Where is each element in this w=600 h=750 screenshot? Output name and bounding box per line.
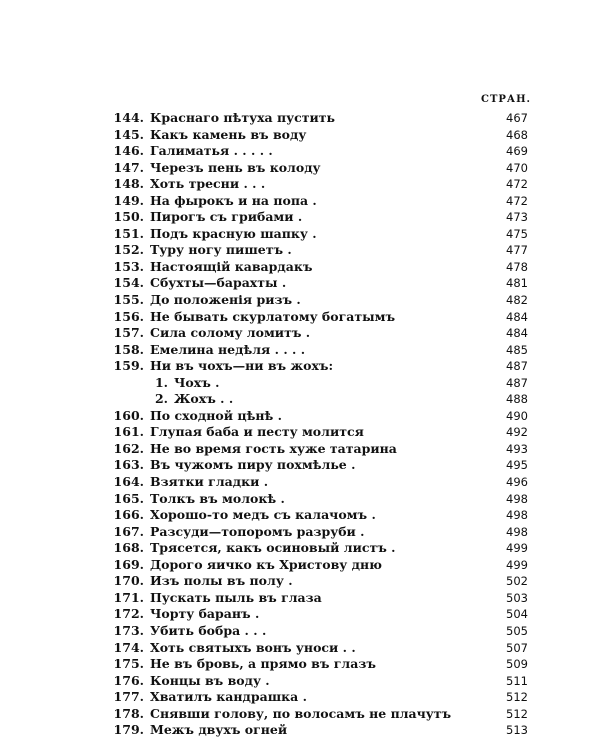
entry-title: Чорту баранъ .	[150, 606, 260, 622]
entry-title: Изъ полы въ полу .	[150, 573, 293, 589]
entry-title: На фырокъ и на попа .	[150, 192, 317, 208]
entry-page-number: 481	[506, 276, 528, 291]
entry-title: Убить бобра . . .	[150, 622, 267, 638]
toc-entry	[106, 226, 528, 243]
entry-number: 177.	[113, 689, 144, 705]
entry-page-number: 512	[506, 706, 528, 721]
entry-page-number: 503	[506, 590, 528, 605]
entry-title: Хорошо-то медъ съ калачомъ .	[150, 507, 376, 523]
entry-title: Концы въ воду .	[150, 672, 270, 688]
toc-entry	[106, 143, 528, 160]
entry-title: Настоящій кавардакъ	[150, 258, 313, 274]
toc-subentry	[106, 375, 528, 392]
entry-number: 2.	[154, 391, 168, 407]
entry-title: Черезъ пень въ колоду	[150, 159, 321, 175]
entry-number: 158.	[113, 341, 144, 357]
entry-number: 147.	[113, 159, 144, 175]
entry-number: 151.	[113, 225, 144, 241]
entry-number: 149.	[113, 192, 144, 208]
entry-page-number: 478	[506, 259, 528, 274]
entry-page-number: 504	[506, 607, 528, 622]
toc-entry	[106, 309, 528, 326]
entry-page-number: 468	[506, 127, 528, 142]
entry-page-number: 487	[506, 375, 528, 390]
entry-title: Глупая баба и песту молится	[150, 424, 364, 440]
entry-page-number: 511	[506, 673, 528, 688]
toc-entry	[106, 640, 528, 657]
entry-page-number: 467	[506, 111, 528, 125]
entry-number: 150.	[113, 209, 144, 225]
toc-entry	[106, 160, 528, 177]
entry-page-number: 484	[506, 326, 528, 341]
entry-number: 174.	[113, 639, 144, 655]
toc-entry	[106, 557, 528, 574]
toc-entry	[106, 590, 528, 607]
entry-title: Не бывать скурлатому богатымъ	[150, 308, 396, 324]
toc-subentry	[106, 391, 528, 408]
entry-title: Какъ камень въ воду	[150, 126, 307, 142]
entry-number: 148.	[113, 176, 144, 192]
toc-entry	[106, 656, 528, 673]
entry-page-number: 496	[506, 475, 528, 490]
entry-title: Чохъ .	[174, 374, 220, 390]
entry-title: Хватилъ кандрашка .	[150, 689, 307, 705]
entry-title: Емелина недѣля . . . .	[150, 341, 306, 357]
entry-title: Толкъ въ молокѣ .	[150, 490, 285, 506]
entry-number: 166.	[113, 507, 144, 523]
entry-title: Ни въ чохъ—ни въ жохъ:	[150, 358, 334, 374]
toc-entry	[106, 457, 528, 474]
toc-entry	[106, 689, 528, 706]
toc-entry	[106, 573, 528, 590]
toc-entry	[106, 722, 528, 739]
entry-page-number: 505	[506, 623, 528, 638]
entry-page-number: 477	[506, 243, 528, 258]
entry-number: 161.	[113, 424, 144, 440]
entry-title: До положенія ризъ .	[150, 292, 301, 308]
entry-number: 156.	[113, 308, 144, 324]
entry-page-number: 493	[506, 441, 528, 456]
entry-title: По сходной цѣнѣ .	[150, 407, 283, 423]
toc-entry	[106, 540, 528, 557]
entry-number: 179.	[113, 722, 144, 738]
entry-number: 160.	[113, 407, 144, 423]
entry-number: 162.	[113, 440, 144, 456]
entry-number: 1.	[154, 374, 168, 390]
entry-number: 155.	[113, 292, 144, 308]
toc-entry	[106, 110, 528, 127]
entry-page-number: 473	[506, 210, 528, 225]
toc-entry	[106, 408, 528, 425]
entry-number: 163.	[113, 457, 144, 473]
toc-entry	[106, 507, 528, 524]
entry-number: 168.	[113, 540, 144, 556]
pages-column-header: СТРАН.	[481, 94, 531, 105]
entry-title: Хоть тресни . . .	[150, 176, 266, 192]
entry-page-number: 492	[506, 425, 528, 440]
entry-title: Разсуди—топоромъ разруби .	[150, 523, 365, 539]
entry-page-number: 488	[506, 392, 528, 407]
entry-page-number: 495	[506, 458, 528, 473]
toc-entry	[106, 259, 528, 276]
toc-entry	[106, 127, 528, 144]
entry-title: Трясется, какъ осиновый листъ .	[150, 540, 396, 556]
entry-page-number: 498	[506, 491, 528, 506]
entry-number: 172.	[113, 606, 144, 622]
entry-title: Взятки гладки .	[150, 474, 269, 490]
entry-page-number: 513	[506, 723, 528, 738]
toc-entry	[106, 325, 528, 342]
entry-title: Сбухты—барахты .	[150, 275, 287, 291]
entry-title: Дорого яичко къ Христову дню	[150, 556, 382, 572]
entry-number: 153.	[113, 258, 144, 274]
entry-title: Галиматья . . . . .	[150, 143, 273, 159]
entry-title: Въ чужомъ пиру похмѣлье .	[150, 457, 356, 473]
entry-title: Не во время гость хуже татарина	[150, 440, 397, 456]
entry-title: Жохъ . .	[174, 391, 234, 407]
entry-title: Пускать пыль въ глаза	[150, 589, 322, 605]
entry-page-number: 509	[506, 657, 528, 672]
entry-page-number: 475	[506, 226, 528, 241]
entry-number: 170.	[113, 573, 144, 589]
entry-page-number: 499	[506, 557, 528, 572]
entry-number: 165.	[113, 490, 144, 506]
entry-page-number: 502	[506, 574, 528, 589]
toc-entry	[106, 242, 528, 259]
entry-page-number: 487	[506, 359, 528, 374]
entry-number: 167.	[113, 523, 144, 539]
toc-entry	[106, 193, 528, 210]
toc-entry	[106, 706, 528, 723]
entry-number: 144.	[113, 110, 144, 125]
entry-page-number: 490	[506, 408, 528, 423]
toc-entry	[106, 623, 528, 640]
entry-number: 173.	[113, 622, 144, 638]
entry-title: Краснаго пѣтуха пустить	[150, 110, 336, 125]
toc-entry	[106, 491, 528, 508]
entry-number: 152.	[113, 242, 144, 258]
toc-entry	[106, 424, 528, 441]
entry-page-number: 472	[506, 177, 528, 192]
entry-page-number: 499	[506, 541, 528, 556]
entry-page-number: 512	[506, 690, 528, 705]
entry-number: 157.	[113, 325, 144, 341]
toc-entry	[106, 292, 528, 309]
entry-title: Туру ногу пишетъ .	[150, 242, 292, 258]
entry-title: Хоть святыхъ вонъ уноси . .	[150, 639, 356, 655]
toc-entry	[106, 342, 528, 359]
entry-page-number: 498	[506, 524, 528, 539]
entry-number: 164.	[113, 474, 144, 490]
entry-number: 175.	[113, 656, 144, 672]
entry-number: 178.	[113, 705, 144, 721]
toc-entry	[106, 275, 528, 292]
entry-page-number: 498	[506, 508, 528, 523]
entry-number: 154.	[113, 275, 144, 291]
toc-entry	[106, 358, 528, 375]
entry-number: 176.	[113, 672, 144, 688]
entry-number: 171.	[113, 589, 144, 605]
toc-entry	[106, 441, 528, 458]
entry-title: Межъ двухъ огней	[150, 722, 288, 738]
toc-entry	[106, 673, 528, 690]
entry-page-number: 472	[506, 193, 528, 208]
toc-entry	[106, 176, 528, 193]
entry-title: Пирогъ съ грибами .	[150, 209, 303, 225]
entry-title: Сила солому ломитъ .	[150, 325, 311, 341]
entry-page-number: 482	[506, 293, 528, 308]
entry-number: 159.	[113, 358, 144, 374]
entry-number: 169.	[113, 556, 144, 572]
entry-page-number: 507	[506, 640, 528, 655]
entry-page-number: 470	[506, 160, 528, 175]
table-of-contents	[106, 110, 528, 739]
entry-page-number: 484	[506, 309, 528, 324]
entry-number: 146.	[113, 143, 144, 159]
entry-title: Подъ красную шапку .	[150, 225, 317, 241]
entry-number: 145.	[113, 126, 144, 142]
toc-entry	[106, 524, 528, 541]
entry-title: Снявши голову, по волосамъ не плачутъ	[150, 705, 452, 721]
toc-entry	[106, 474, 528, 491]
toc-entry	[106, 606, 528, 623]
toc-entry	[106, 209, 528, 226]
entry-title: Не въ бровь, а прямо въ глазъ	[150, 656, 376, 672]
entry-page-number: 469	[506, 144, 528, 159]
entry-page-number: 485	[506, 342, 528, 357]
